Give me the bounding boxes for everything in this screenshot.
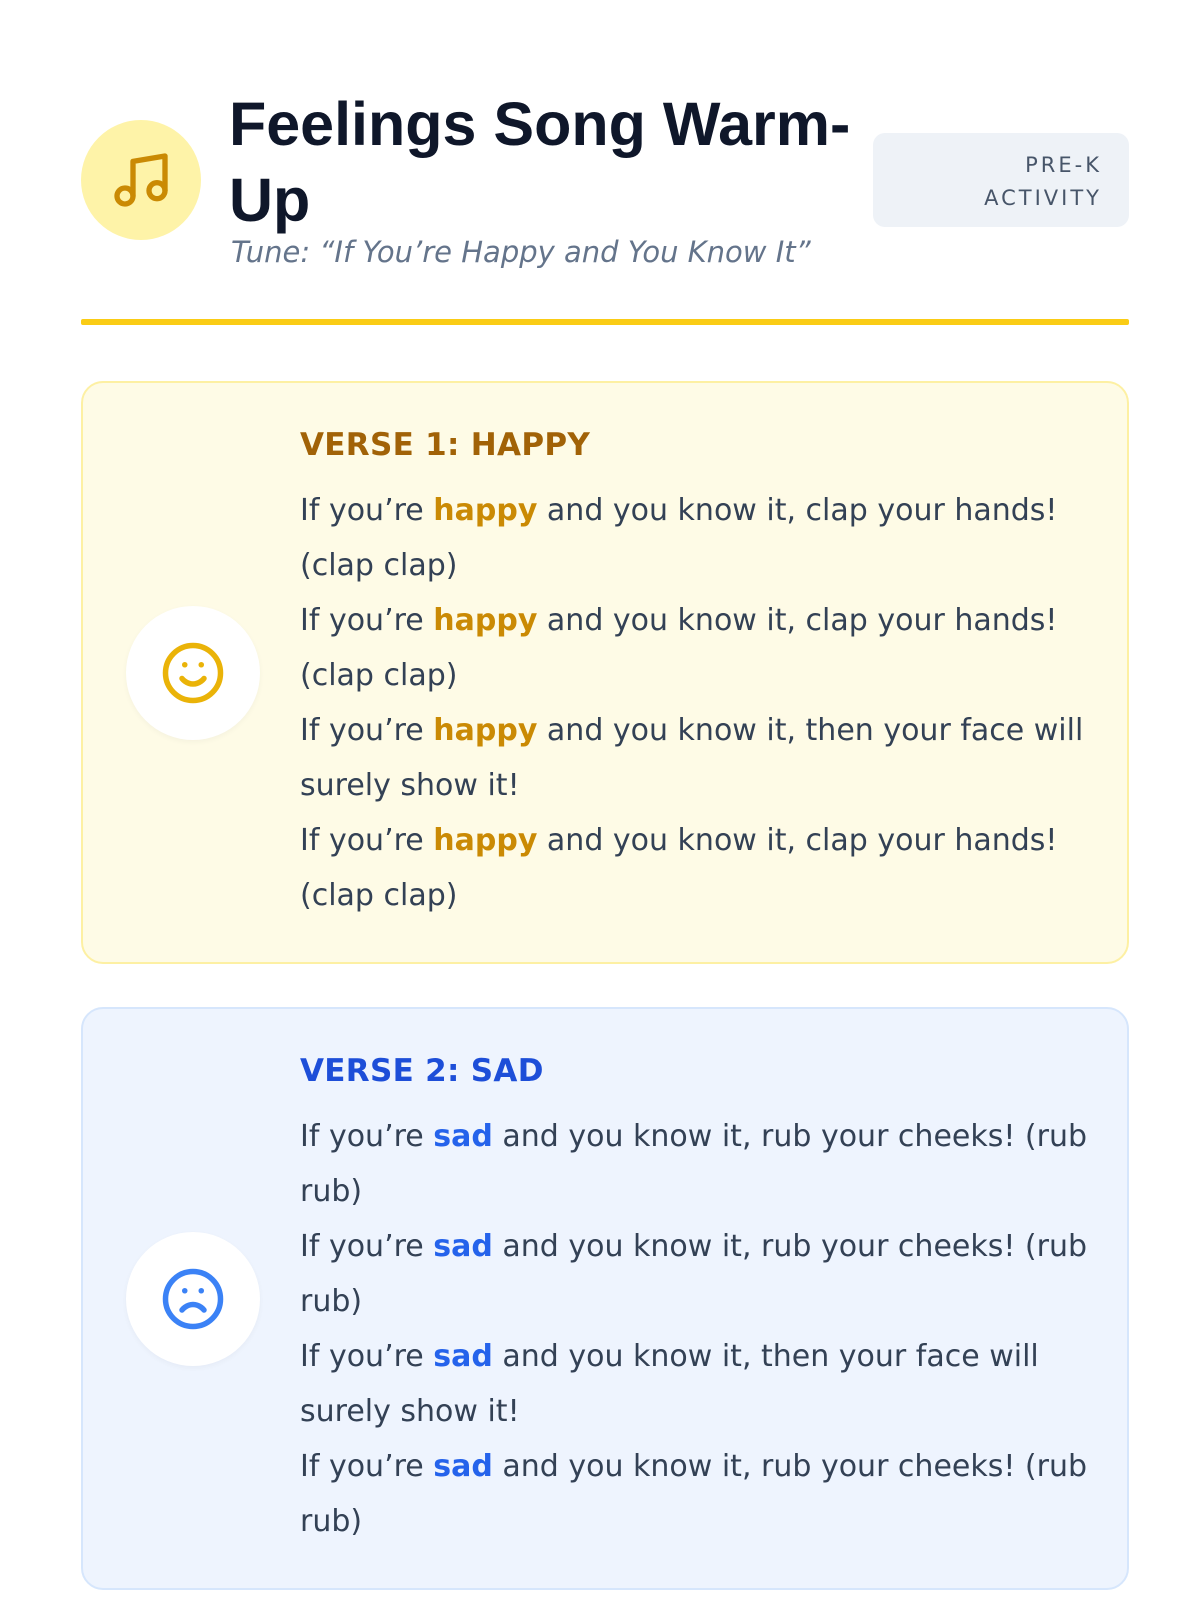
- page-title: Feelings Song Warm-Up: [229, 90, 851, 234]
- sad-face-icon: [126, 1232, 260, 1366]
- grade-badge-line2: ACTIVITY: [984, 186, 1102, 210]
- lyric-post: and you know it, clap your hands! (clap clap): [300, 823, 1058, 913]
- feeling-word: happy: [433, 603, 538, 638]
- lyric-pre: If you’re: [300, 603, 434, 638]
- feeling-word: happy: [433, 823, 538, 858]
- verse-title: VERSE 1: HAPPY: [300, 427, 591, 463]
- feeling-word: sad: [433, 1119, 493, 1154]
- lyric-pre: If you’re: [300, 1449, 434, 1484]
- music-note-icon: [81, 120, 201, 240]
- lyric-pre: If you’re: [300, 1119, 434, 1154]
- verse-body: [300, 425, 1090, 923]
- lyric-post: and you know it, then your face will surely show it!: [300, 713, 1084, 803]
- lyric-line: [300, 813, 1090, 923]
- lyric-post: and you know it, clap your hands! (clap clap): [300, 603, 1058, 693]
- grade-badge-line1: PRE-K: [1025, 153, 1102, 177]
- feeling-word: sad: [433, 1449, 493, 1484]
- lyric-pre: If you’re: [300, 493, 434, 528]
- verse-card-happy: [81, 381, 1129, 964]
- verse-card-sad: [81, 1007, 1129, 1590]
- lyric-post: and you know it, rub your cheeks! (rub rub): [300, 1229, 1088, 1319]
- lyric-pre: If you’re: [300, 1229, 434, 1264]
- tune-subtitle: Tune: “If You’re Happy and You Know It”: [231, 235, 811, 269]
- feeling-word: happy: [433, 493, 538, 528]
- lyric-line: [300, 593, 1090, 703]
- lyric-post: and you know it, clap your hands! (clap clap): [300, 493, 1058, 583]
- lyric-line: [300, 483, 1090, 593]
- lyric-pre: If you’re: [300, 713, 434, 748]
- lyric-post: and you know it, rub your cheeks! (rub rub): [300, 1449, 1088, 1539]
- lyric-line: [300, 1219, 1090, 1329]
- lyric-pre: If you’re: [300, 1339, 434, 1374]
- feeling-word: sad: [433, 1229, 493, 1264]
- verse-title: VERSE 2: SAD: [300, 1053, 544, 1089]
- header-divider: [81, 319, 1129, 325]
- lyric-post: and you know it, then your face will surely show it!: [300, 1339, 1039, 1429]
- feeling-word: happy: [433, 713, 538, 748]
- lyric-line: [300, 1109, 1090, 1219]
- verse-body: [300, 1051, 1090, 1549]
- lyric-line: [300, 1329, 1090, 1439]
- feeling-word: sad: [433, 1339, 493, 1374]
- smile-face-icon: [126, 606, 260, 740]
- activity-header: [81, 80, 1129, 280]
- lyric-line: [300, 703, 1090, 813]
- grade-badge: [873, 133, 1129, 227]
- lyric-line: [300, 1439, 1090, 1549]
- lyric-pre: If you’re: [300, 823, 434, 858]
- lyric-post: and you know it, rub your cheeks! (rub rub): [300, 1119, 1088, 1209]
